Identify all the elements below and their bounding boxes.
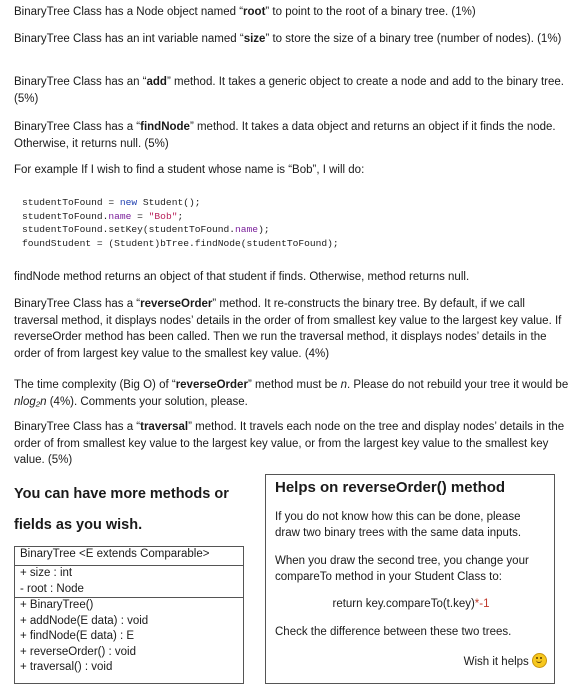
help-paragraph-2: When you draw the second tree, you change your compareTo method in your Student Class to: — [275, 555, 529, 583]
help-box — [265, 474, 555, 684]
code-field: name — [108, 210, 138, 222]
text: BinaryTree Class has a Node object named “ — [14, 6, 244, 18]
help-code-text: return key.compareTo(t.key) — [332, 598, 475, 610]
code-token: = — [96, 237, 109, 249]
text: BinaryTree Class has a “ — [14, 298, 141, 310]
bold-term-reverseorder: reverseOrder — [175, 379, 248, 391]
bold-term-reverseorder: reverseOrder — [140, 298, 213, 310]
code-keyword: new — [119, 197, 143, 208]
uml-method: + traversal() : void — [20, 661, 113, 673]
text: The time complexity (Big O) of “ — [14, 379, 176, 391]
paragraph-size — [14, 31, 570, 48]
uml-class-diagram — [14, 546, 244, 684]
bold-term-size: size — [243, 33, 266, 45]
text: ” method. It takes a data object and returns an object if it finds the node. Otherwise, it returns null. (5%) — [14, 121, 556, 150]
code-token: ); — [258, 224, 270, 236]
bold-term-root: root — [243, 6, 266, 18]
uml-methods — [15, 598, 243, 676]
code-token: = — [137, 210, 149, 222]
help-paragraph-1: If you do not know how this can be done, please draw two binary trees with the same data inputs. — [275, 511, 522, 539]
uml-method: + findNode(E data) : E — [20, 630, 135, 642]
text: BinaryTree Class has an “ — [14, 76, 147, 88]
code-line-1 — [22, 196, 542, 210]
uml-attribute: + size : int — [20, 567, 73, 579]
code-token: studentToFound. — [22, 210, 109, 222]
uml-attribute: - root : Node — [20, 582, 84, 595]
help-code-line — [275, 596, 547, 612]
code-example — [22, 196, 542, 250]
text: ” method. It re-constructs the binary tree. By default, if we call traversal method, it displays nodes’ details in the order of from smallest key value to the largest key value. If reverseOrder method has been called. Then we run the traversal method, it displays nodes’ details in the order of from largest key value to the smallest key value. (4%) — [14, 298, 562, 360]
help-closing — [275, 653, 547, 670]
paragraph-root — [14, 4, 570, 21]
paragraph-findnode — [14, 119, 570, 152]
uml-method: + addNode(E data) : void — [20, 614, 149, 627]
text: BinaryTree Class has a “ — [14, 121, 141, 133]
text: ” method. It travels each node on the tree and display nodes’ details in the order of from smallest key value to the largest key value, or from the largest key value to the smallest key value. (5%) — [14, 421, 565, 466]
code-token: Student(); — [142, 197, 201, 208]
text: ” to store the size of a binary tree (number of nodes). (1%) — [265, 33, 562, 45]
help-title: Helps on reverseOrder() method — [275, 479, 506, 496]
paragraph-add — [14, 74, 570, 107]
code-token: (Student)bTree.findNode(studentToFound); — [108, 237, 339, 249]
paragraph-example: For example If I wish to find a student whose name is “Bob”, I will do: — [14, 164, 365, 176]
code-line-4 — [22, 237, 542, 251]
code-token: = — [108, 197, 120, 208]
paragraph-reverseorder — [14, 296, 570, 362]
text: BinaryTree Class has an int variable named “ — [14, 33, 244, 45]
text: (4%). Comments your solution, please. — [46, 395, 248, 408]
code-line-3 — [22, 223, 542, 237]
paragraph-complexity — [14, 377, 570, 410]
help-paragraph-3: Check the difference between these two trees. — [275, 626, 512, 638]
italic-nlogn: nlog₂n — [14, 395, 47, 408]
code-field: name — [235, 224, 259, 236]
text: BinaryTree Class has a “ — [14, 421, 141, 433]
uml-method: + reverseOrder() : void — [20, 645, 136, 658]
paragraph-traversal — [14, 419, 570, 469]
code-token: ; — [177, 210, 184, 222]
more-methods-heading-line2: fields as you wish. — [14, 517, 143, 533]
more-methods-heading-line1: You can have more methods or — [14, 486, 229, 502]
text: . Please do not rebuild your tree it would be — [347, 379, 569, 391]
code-token: studentToFound — [22, 197, 109, 208]
bold-term-findnode: findNode — [140, 121, 190, 133]
smiley-face-icon — [532, 653, 547, 668]
code-token: studentToFound.setKey(studentToFound. — [22, 224, 236, 236]
text: ” to point to the root of a binary tree. (1%) — [265, 6, 476, 18]
help-code-multiplier: *-1 — [474, 598, 490, 610]
bold-term-add: add — [146, 76, 167, 88]
text: ” method must be — [247, 379, 341, 391]
text: ” method. It takes a generic object to create a node and add to the binary tree. (5%) — [14, 76, 564, 105]
uml-attributes — [15, 566, 243, 598]
bold-term-traversal: traversal — [140, 421, 189, 433]
help-closing-text: Wish it helps — [463, 656, 529, 668]
italic-n: n — [340, 379, 348, 391]
uml-method: + BinaryTree() — [20, 599, 94, 611]
code-line-2 — [22, 210, 542, 224]
paragraph-findnode-returns: findNode method returns an object of that student if finds. Otherwise, method returns null. — [14, 271, 470, 283]
code-string: "Bob" — [148, 210, 178, 222]
code-token: foundStudent — [22, 237, 97, 249]
uml-class-name: BinaryTree <E extends Comparable> — [15, 547, 243, 566]
